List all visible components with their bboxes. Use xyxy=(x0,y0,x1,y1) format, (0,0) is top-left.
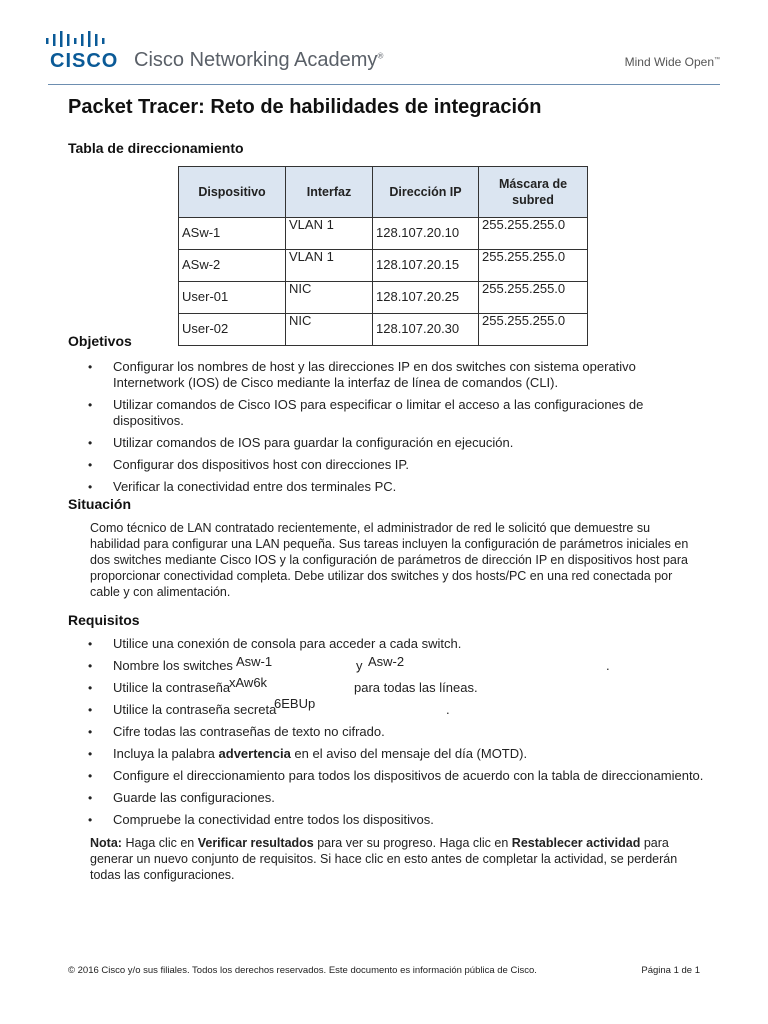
cell-ip: 128.107.20.15 xyxy=(373,250,479,282)
academy-name: Cisco Networking Academy® xyxy=(134,49,384,71)
req-text-end: . xyxy=(606,658,610,673)
copyright-footer: © 2016 Cisco y/o sus filiales. Todos los derechos reservados. Este documento es información pública de Cisco. xyxy=(68,965,537,976)
table-header-row xyxy=(179,167,588,218)
req-text-end: . xyxy=(446,702,450,717)
req-text-y: y xyxy=(356,658,363,673)
note-text xyxy=(90,835,700,883)
cell-interface: NIC xyxy=(286,282,373,314)
list-item xyxy=(88,654,708,674)
req-text: Nombre los switches xyxy=(113,658,233,673)
cell-device: ASw-2 xyxy=(179,250,286,282)
list-item: • Utilizar comandos de Cisco IOS para especificar o limitar el acceso a las configuraciones de dispositivos. xyxy=(88,397,708,429)
col-header-mask xyxy=(479,167,588,218)
cell-ip: 128.107.20.10 xyxy=(373,218,479,250)
req-text: Incluya la palabra xyxy=(113,746,215,761)
col-header-ip: Dirección IP xyxy=(373,167,479,218)
cell-mask: 255.255.255.0 xyxy=(479,282,588,314)
list-item: • Verificar la conectividad entre dos terminales PC. xyxy=(88,479,708,495)
col-header-mask-text: Máscara de subred xyxy=(498,177,568,207)
note-span: para generar un nuevo conjunto de requisitos. Si hace clic en esto antes de completar la actividad, se perderán todas las configuraciones. xyxy=(90,836,678,882)
cell-device: User-02 xyxy=(179,314,286,346)
addressing-heading: Tabla de direccionamiento xyxy=(68,140,244,156)
note-label: Nota: xyxy=(90,836,122,850)
list-item xyxy=(88,675,708,696)
cell-mask: 255.255.255.0 xyxy=(479,314,588,346)
reset-activity-label: Restablecer actividad xyxy=(511,836,641,850)
situation-heading: Situación xyxy=(68,496,132,512)
line-password: xAw6k xyxy=(229,675,268,690)
cell-interface: VLAN 1 xyxy=(286,250,373,282)
table-row xyxy=(179,282,588,314)
col-header-interface: Interfaz xyxy=(286,167,373,218)
list-item xyxy=(88,696,708,718)
cell-device: User-01 xyxy=(179,282,286,314)
cisco-brand: CISCO xyxy=(50,50,119,72)
req-text: Utilice la contraseña xyxy=(113,680,231,695)
cisco-logo-bars-icon xyxy=(44,30,114,48)
list-item: • Utilice una conexión de consola para acceder a cada switch. xyxy=(88,636,708,652)
list-item: • Configurar los nombres de host y las direcciones IP en dos switches con sistema operativo Internetwork (IOS) de Cisco mediante la interfaz de línea de comandos (CLI). xyxy=(88,359,708,391)
list-item: • Utilizar comandos de IOS para guardar la configuración en ejecución. xyxy=(88,435,708,451)
col-header-device: Dispositivo xyxy=(179,167,286,218)
secret-password: 6EBUp xyxy=(274,696,316,711)
verify-results-label: Verificar resultados xyxy=(197,836,314,850)
cell-interface: NIC xyxy=(286,314,373,346)
header-divider xyxy=(48,84,720,85)
requirements-heading: Requisitos xyxy=(68,612,140,628)
cell-mask: 255.255.255.0 xyxy=(479,218,588,250)
table-row xyxy=(179,314,588,346)
table-row xyxy=(179,250,588,282)
requirements-list xyxy=(88,636,708,834)
list-item: • Configurar dos dispositivos host con direcciones IP. xyxy=(88,457,708,473)
page-number: Página 1 de 1 xyxy=(641,965,700,976)
note-span: Haga clic en xyxy=(125,836,195,850)
objectives-list xyxy=(88,359,708,501)
list-item: • Cifre todas las contraseñas de texto no cifrado. xyxy=(88,724,708,740)
table-row xyxy=(179,218,588,250)
note-span: para ver su progreso. Haga clic en xyxy=(317,836,509,850)
list-item: • Guarde las configuraciones. xyxy=(88,790,708,806)
list-item: • Configure el direccionamiento para todos los dispositivos de acuerdo con la tabla de direccionamiento. xyxy=(88,768,708,784)
req-text: en el aviso del mensaje del día (MOTD). xyxy=(294,746,528,761)
cell-device: ASw-1 xyxy=(179,218,286,250)
cell-ip: 128.107.20.30 xyxy=(373,314,479,346)
req-text: Utilice la contraseña secreta xyxy=(113,702,277,717)
list-item xyxy=(88,746,708,762)
switch-name-1: Asw-1 xyxy=(236,654,273,669)
situation-text: Como técnico de LAN contratado recientemente, el administrador de red le solicitó que demuestre su habilidad para configurar una LAN pequeña. Sus tareas incluyen la configuración de parámetros iniciales en dos switches mediante Cisco IOS y la configuración de parámetros de dirección IP en dispositivos host para proporcionar conectividad completa. Debe utilizar dos switches y dos hosts/PC en una red conectada por cable y con alimentación. xyxy=(90,521,689,599)
cell-mask: 255.255.255.0 xyxy=(479,250,588,282)
objectives-heading: Objetivos xyxy=(68,333,132,349)
addressing-table xyxy=(178,166,588,346)
tagline: Mind Wide Open™ xyxy=(624,55,720,69)
page-title: Packet Tracer: Reto de habilidades de integración xyxy=(68,96,542,118)
req-text-post: para todas las líneas. xyxy=(354,680,478,695)
motd-keyword: advertencia xyxy=(218,746,291,761)
list-item: • Compruebe la conectividad entre todos los dispositivos. xyxy=(88,812,708,828)
switch-name-2: Asw-2 xyxy=(368,654,405,669)
cell-interface: VLAN 1 xyxy=(286,218,373,250)
cell-ip: 128.107.20.25 xyxy=(373,282,479,314)
